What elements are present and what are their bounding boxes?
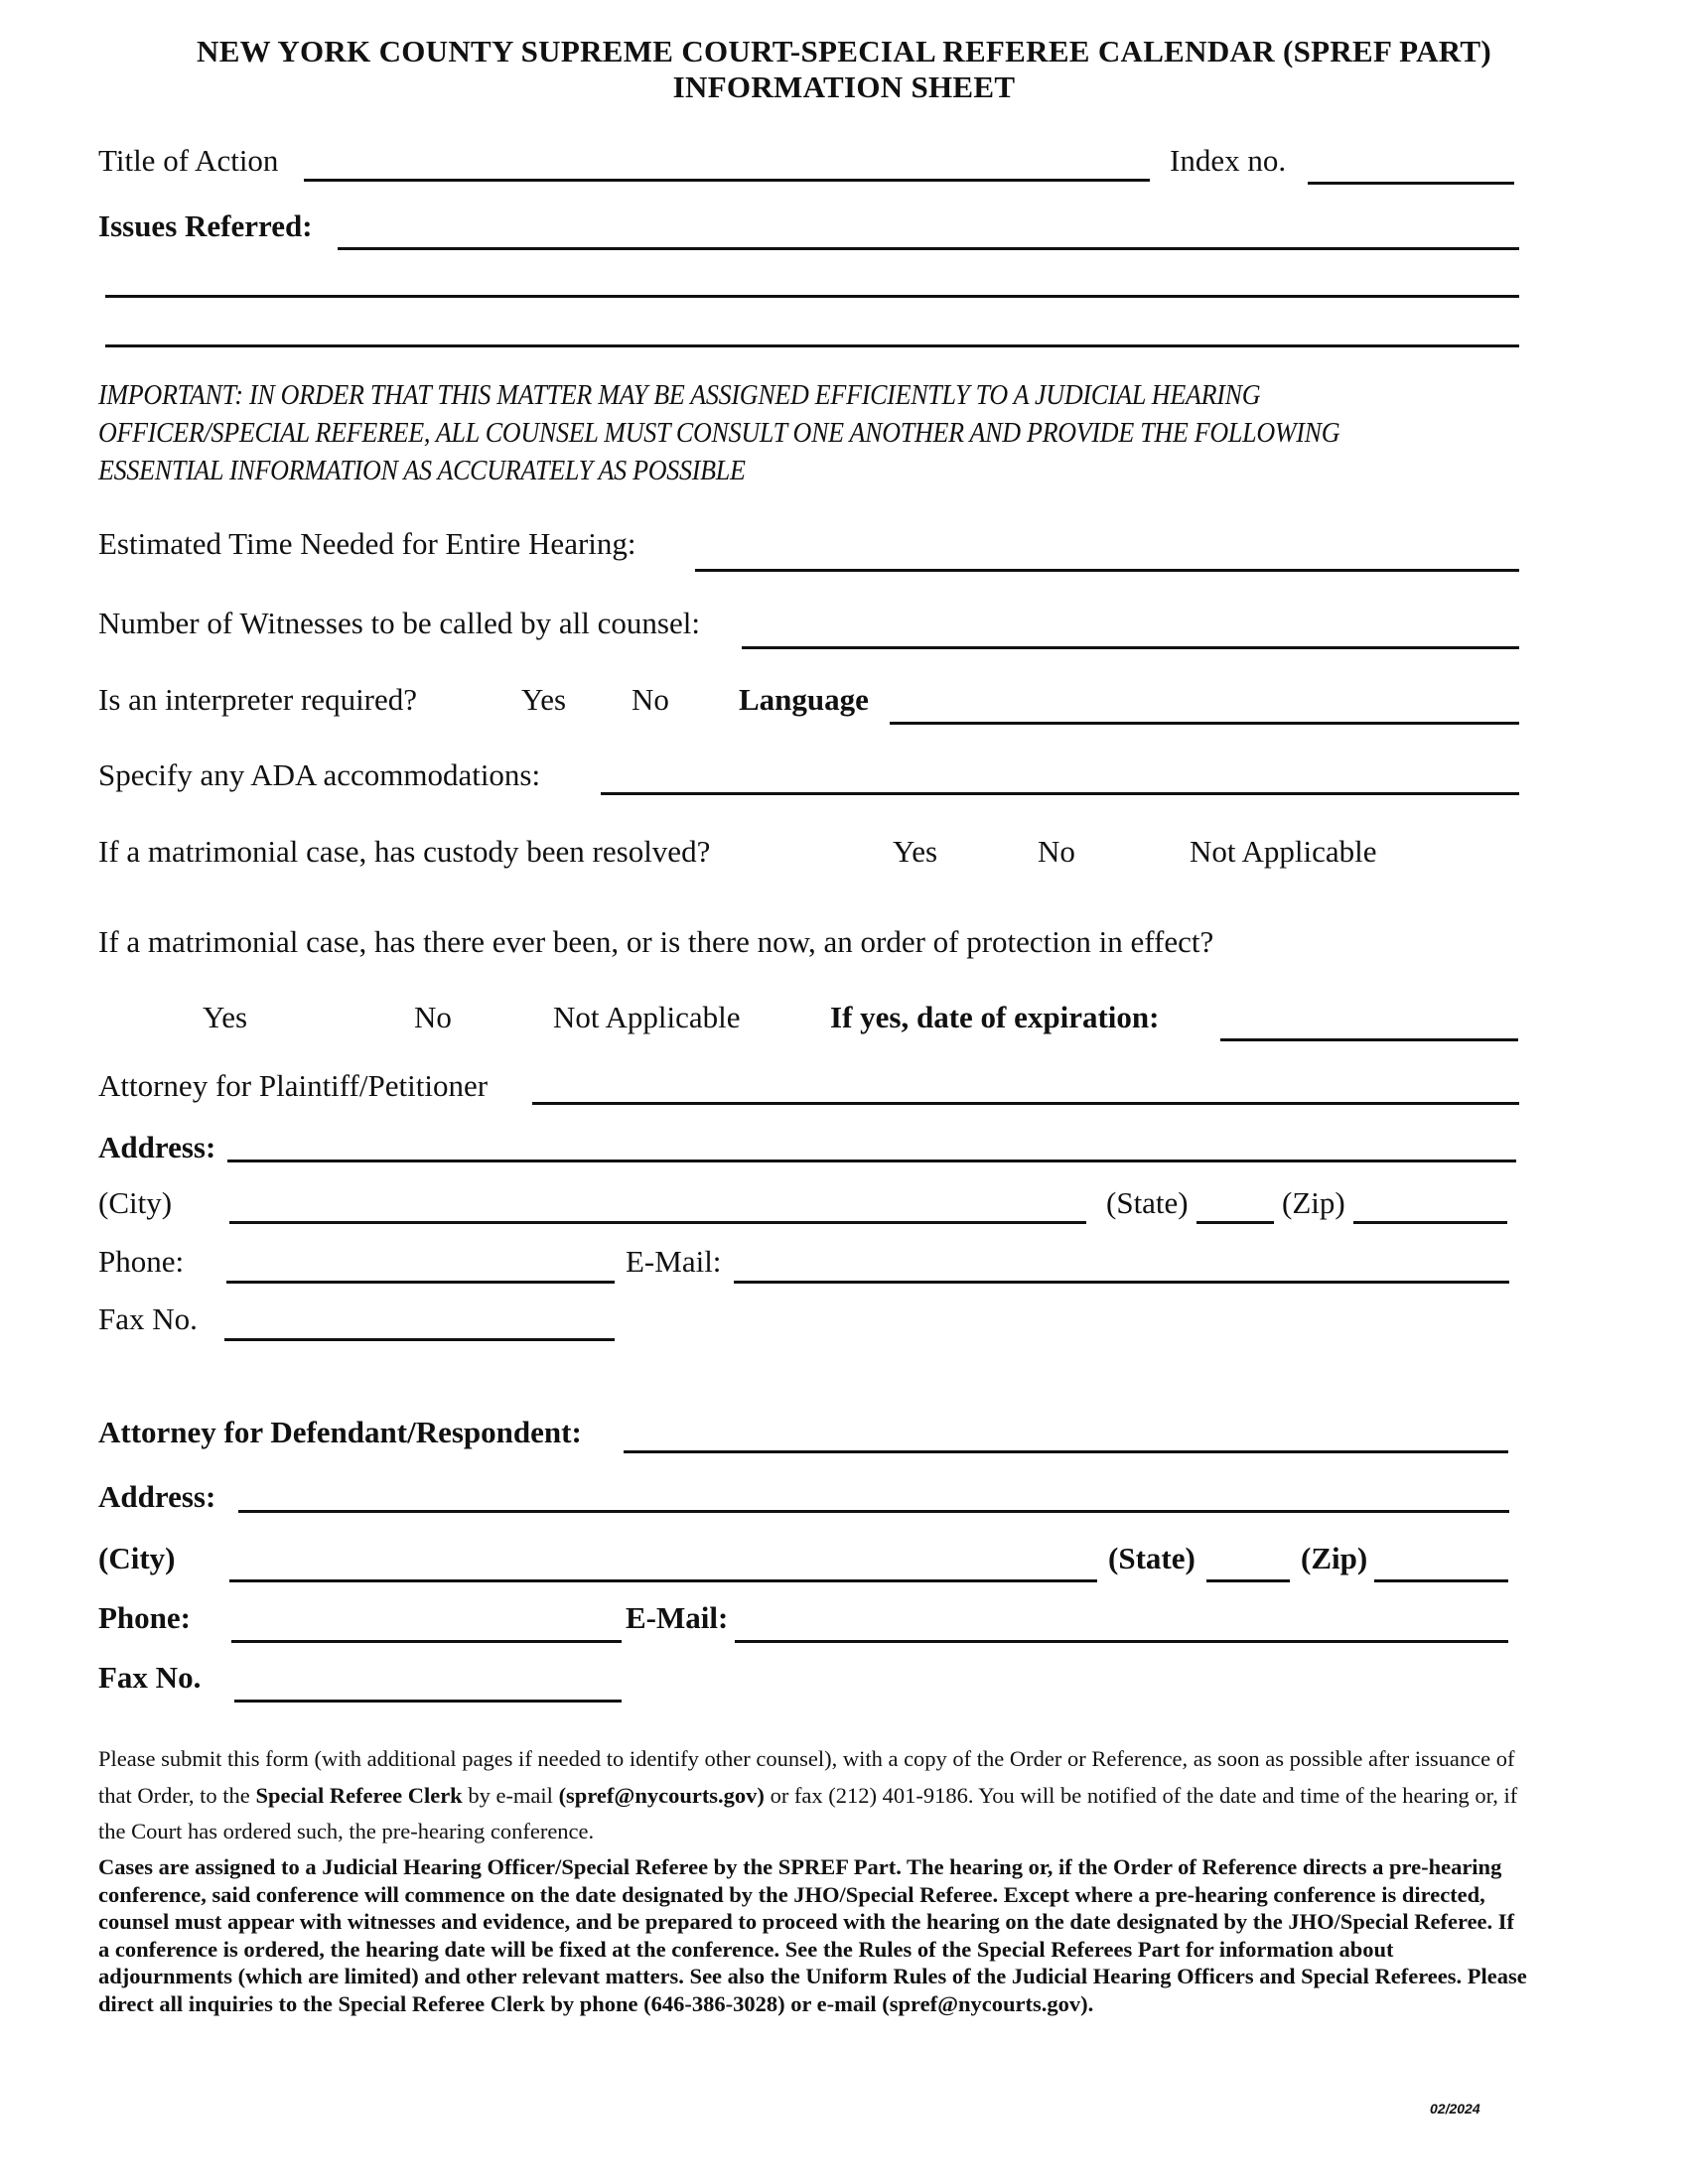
custody-yes-option[interactable]: Yes [893, 834, 938, 869]
defendant-email-label: E-Mail: [626, 1600, 729, 1635]
expiration-label: If yes, date of expiration: [830, 1000, 1160, 1034]
plaintiff-email-label: E-Mail: [626, 1244, 722, 1279]
plaintiff-state-field[interactable] [1196, 1221, 1274, 1224]
defendant-phone-label: Phone: [98, 1600, 191, 1635]
custody-na-option[interactable]: Not Applicable [1190, 834, 1377, 869]
protection-no-option[interactable]: No [414, 1000, 452, 1034]
plaintiff-city-field[interactable] [229, 1221, 1086, 1224]
submission-instructions: Please submit this form (with additional pages if needed to identify other counsel), with a copy of the Order or Reference, as soon as possible after issuance of that Order, to the Special Referee Clerk by e-mail (spref@nycourts.gov) or fax (212) 401-9186. You will be notified of the date and time of the hearing or, if the Court has ordered such, the pre-hearing conference. [98, 1746, 1518, 1843]
defendant-zip-field[interactable] [1374, 1579, 1508, 1582]
issues-referred-label: Issues Referred: [98, 208, 313, 243]
index-no-label: Index no. [1170, 143, 1287, 178]
revision-date: 02/2024 [1430, 2101, 1480, 2116]
plaintiff-zip-field[interactable] [1353, 1221, 1507, 1224]
language-label: Language [739, 682, 869, 717]
interpreter-no-option[interactable]: No [632, 682, 669, 717]
estimated-time-label: Estimated Time Needed for Entire Hearing: [98, 526, 636, 561]
plaintiff-phone-field[interactable] [226, 1281, 615, 1284]
interpreter-label: Is an interpreter required? [98, 682, 418, 717]
form-title: NEW YORK COUNTY SUPREME COURT-SPECIAL REFEREE CALENDAR (SPREF PART) [197, 34, 1491, 68]
defendant-city-field[interactable] [229, 1579, 1097, 1582]
issues-referred-field-3[interactable] [105, 344, 1519, 347]
plaintiff-phone-label: Phone: [98, 1244, 185, 1279]
estimated-time-field[interactable] [695, 569, 1519, 572]
witnesses-label: Number of Witnesses to be called by all counsel: [98, 606, 700, 640]
plaintiff-email-field[interactable] [734, 1281, 1509, 1284]
clerk-email[interactable]: (spref@nycourts.gov) [558, 1782, 765, 1808]
assignment-rules: Cases are assigned to a Judicial Hearing Officer/Special Referee by the SPREF Part. The hearing or, if the Order of Reference directs a pre-hearing conference, said conference will commence on the date designated by the JHO/Special Referee. Except where a pre-hearing conference is directed, counsel must appear with witnesses and evidence, and be prepared to proceed with the hearing on the date designated by the JHO/Special Referee. If a conference is ordered, the hearing date will be fixed at the conference. See the Rules of the Special Referees Part for information about adjournments (which are limited) and other relevant matters. See also the Uniform Rules of the Judicial Hearing Officers and Special Referees. Please direct all inquiries to the Special Referee Clerk by phone (646-386-3028) or e-mail (spref@nycourts.gov). [98, 1854, 1527, 2016]
plaintiff-attorney-label: Attorney for Plaintiff/Petitioner [98, 1068, 489, 1103]
form-subtitle: INFORMATION SHEET [672, 69, 1016, 104]
defendant-attorney-field[interactable] [624, 1450, 1508, 1453]
ada-field[interactable] [601, 792, 1519, 795]
plaintiff-fax-field[interactable] [224, 1338, 615, 1341]
protection-label: If a matrimonial case, has there ever been, or is there now, an order of protection in effect? [98, 924, 1214, 959]
issues-referred-field-2[interactable] [105, 295, 1519, 298]
issues-referred-field-1[interactable] [338, 247, 1519, 250]
title-of-action-label: Title of Action [98, 143, 279, 178]
language-field[interactable] [890, 722, 1519, 725]
plaintiff-city-label: (City) [98, 1185, 173, 1220]
defendant-state-field[interactable] [1206, 1579, 1290, 1582]
important-notice: IMPORTANT: IN ORDER THAT THIS MATTER MAY BE ASSIGNED EFFICIENTLY TO A JUDICIAL HEARING OFFICER/SPECIAL REFEREE, ALL COUNSEL MUST CONSULT ONE ANOTHER AND PROVIDE THE FOLLOWING ESSENTIAL INFORMATION AS ACCURATELY AS POSSIBLE [98, 380, 1340, 486]
defendant-phone-field[interactable] [231, 1640, 622, 1643]
defendant-email-field[interactable] [735, 1640, 1508, 1643]
interpreter-yes-option[interactable]: Yes [521, 682, 567, 717]
defendant-address-field[interactable] [238, 1510, 1509, 1513]
title-of-action-field[interactable] [304, 179, 1150, 182]
special-referee-clerk: Special Referee Clerk [255, 1782, 463, 1808]
plaintiff-address-label: Address: [98, 1130, 216, 1164]
defendant-zip-label: (Zip) [1301, 1541, 1368, 1575]
plaintiff-attorney-field[interactable] [532, 1102, 1519, 1105]
defendant-state-label: (State) [1108, 1541, 1196, 1575]
defendant-attorney-label: Attorney for Defendant/Respondent: [98, 1415, 582, 1449]
plaintiff-zip-label: (Zip) [1282, 1185, 1345, 1220]
defendant-address-label: Address: [98, 1479, 216, 1514]
witnesses-field[interactable] [742, 646, 1519, 649]
index-no-field[interactable] [1308, 182, 1514, 185]
custody-label: If a matrimonial case, has custody been resolved? [98, 834, 711, 869]
custody-no-option[interactable]: No [1038, 834, 1075, 869]
plaintiff-state-label: (State) [1106, 1185, 1189, 1220]
plaintiff-fax-label: Fax No. [98, 1301, 198, 1336]
ada-label: Specify any ADA accommodations: [98, 757, 541, 792]
expiration-field[interactable] [1220, 1038, 1518, 1041]
plaintiff-address-field[interactable] [227, 1160, 1516, 1162]
defendant-fax-field[interactable] [234, 1700, 622, 1703]
defendant-fax-label: Fax No. [98, 1660, 202, 1695]
protection-na-option[interactable]: Not Applicable [553, 1000, 741, 1034]
defendant-city-label: (City) [98, 1541, 176, 1575]
protection-yes-option[interactable]: Yes [203, 1000, 248, 1034]
